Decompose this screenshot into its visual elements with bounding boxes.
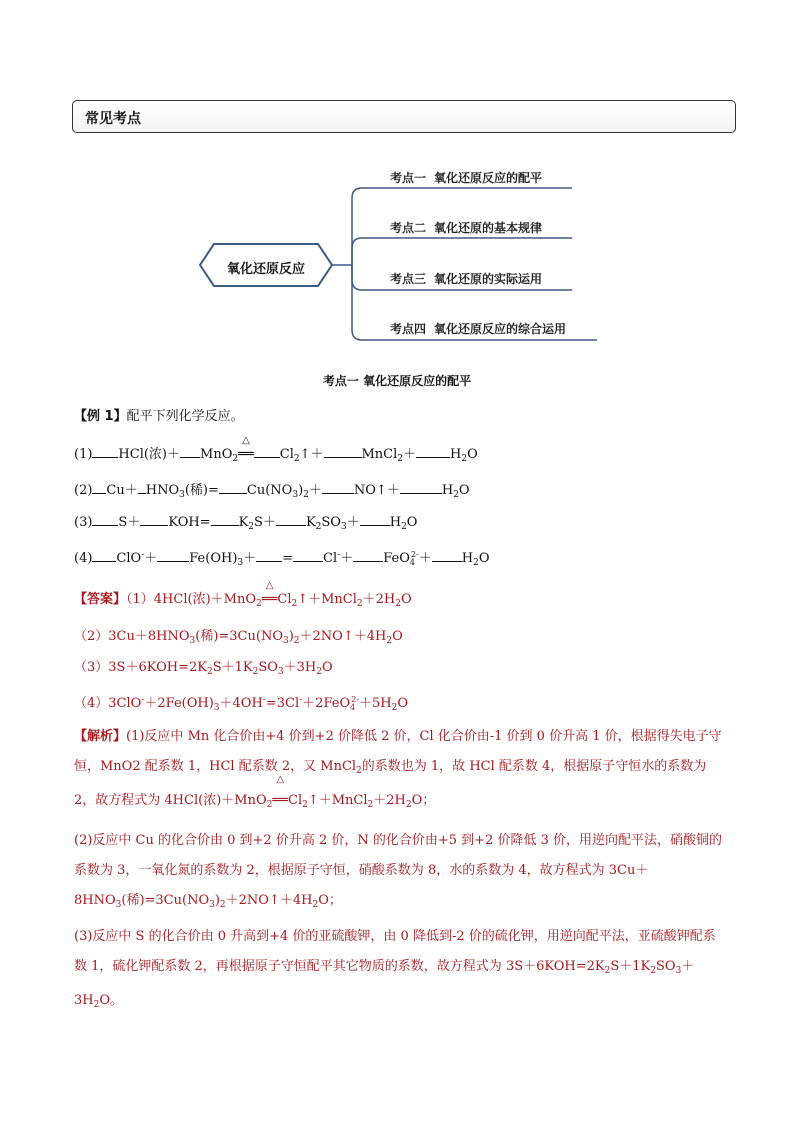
mindmap-branch-label-4 <box>390 320 566 337</box>
analysis-tag: 【解析】 <box>74 729 127 744</box>
branch-text: 氧化还原的基本规律 <box>434 221 543 235</box>
question-1: (1) HCl(浓)＋ MnO$_2$ △ ══ $Cl_2↑+$ MnCl$_2$＋ $H_2O$ <box>74 435 478 464</box>
branch-key: 考点四 <box>390 322 427 336</box>
example-heading <box>74 405 244 424</box>
analysis-text: (2)反应中 Cu 的化合价由 0 到+2 价升高 2 价，N 的化合价由+5 到+2 价降低 3 价，用逆向配平法，硝酸铜的系数为 3，一氧化氮的系数为 2，根据原子守恒，硝酸系数为 8，水的系数为 4，故方程式为 3Cu＋8HNO <box>74 833 723 908</box>
mindmap-branch-label-2 <box>390 219 542 236</box>
answer-tag: 【答案】 <box>74 592 127 607</box>
branch-text: 氧化还原反应的配平 <box>434 171 543 185</box>
answer-4: $(4)3ClO^-+2Fe(OH)_3+4OH^-=3Cl^-+2FeO_4^{2-}+5H_2O$ <box>74 695 409 713</box>
analysis-paragraph-3: (3)反应中 S 的化合价由 0 升高到+4 价的亚硫酸钾，由 0 降低到-2 价的硫化钾，用逆向配平法，亚硫酸钾配系数 1，硫化钾配系数 2，再根据原子守恒配平其它物质的系数，故方程式为 $3S+6KOH=2K_2S+1K_2SO_3+3H_2O$。 <box>74 929 716 1010</box>
answer-3: $(3)3S+6KOH=2K_2S+1K_2SO_3+3H_2O$ <box>74 660 333 677</box>
analysis-text: 的系数也为 1，故 HCl 配系数 4，根据原子守恒水的系数为 2，故方程式为 4HCl(浓)＋MnO <box>74 759 707 808</box>
mindmap-branch-2 <box>352 238 572 265</box>
branch-text: 氧化还原反应的综合运用 <box>434 322 567 336</box>
topic-title: 考点一 氧化还原反应的配平 <box>322 374 472 388</box>
analysis-text: (3)反应中 S 的化合价由 0 升高到+4 价的亚硫酸钾，由 0 降低到-2 价的硫化钾，用逆向配平法，亚硫酸钾配系数 1，硫化钾配系数 2，再根据原子守恒配平其它物质的系数，故方程式为 3S＋6KOH=2K <box>74 929 716 974</box>
mindmap-center-label: 氧化还原反应 <box>226 262 305 277</box>
branch-text: 氧化还原的实际运用 <box>434 272 543 286</box>
analysis-paragraph-2: (2)反应中 Cu 的化合价由 0 到+2 价升高 2 价，N 的化合价由+5 到+2 价降低 3 价，用逆向配平法，硝酸铜的系数为 3，一氧化氮的系数为 2，根据原子守恒，硝酸系数为 8，水的系数为 4，故方程式为 $3Cu+8HNO_3$(稀)$=3Cu(NO_3)_2+2NO↑+4H_2O$； <box>74 833 723 910</box>
analysis-paragraph-1: 【解析】(1)反应中 Mn 化合价由+4 价到+2 价降低 2 价，Cl 化合价由-1 价到 0 价升高 1 价，根据得失电子守恒，MnO2 配系数 1，HCl 配系数 2，又 MnCl$_2$的系数也为 1，故 HCl 配系数 4，根据原子守恒水的系数为 2，故方程式为 4HCl(浓)＋MnO$_2$ △ $══Cl_2↑+MnCl_2+2H_2O$； <box>74 729 722 810</box>
analysis-text: (1)反应中 Mn 化合价由+4 价到+2 价降低 2 价，Cl 化合价由-1 价到 0 价升高 1 价，根据得失电子守恒，MnO2 配系数 1，HCl 配系数 2，又 MnCl <box>74 729 722 774</box>
question-2: (2) $Cu+ HNO_3$(稀)= $Cu(NO_3)_2+$ NO↑＋ $H_2O$ <box>74 483 470 500</box>
branch-key: 考点二 <box>390 221 427 235</box>
section-header-title: 常见考点 <box>85 111 141 127</box>
branch-key: 考点三 <box>390 272 427 286</box>
answer-1: 【答案】（1）4HCl(浓)＋MnO$_2$ △ $══Cl_2↑+MnCl_2+2H_2O$ <box>74 580 412 609</box>
question-3: (3) $S+ KOH= K_2S+ K_2SO_3+ H_2O$ <box>74 515 418 532</box>
example-prompt: 配平下列化学反应。 <box>126 409 244 424</box>
answer-2: $(2)3Cu+8HNO_3$(稀)$=3Cu(NO_3)_2+2NO↑+4H_2O$ <box>74 629 403 646</box>
mindmap-branch-label-1 <box>390 169 542 186</box>
question-4: (4) $ClO^-+ Fe(OH)_3+ = Cl^-+ FeO_4^{2-}+ H_2O$ <box>74 550 490 568</box>
mindmap-branch-label-3 <box>390 270 542 287</box>
branch-key: 考点一 <box>390 171 427 185</box>
example-tag: 【例 1】 <box>74 409 127 424</box>
